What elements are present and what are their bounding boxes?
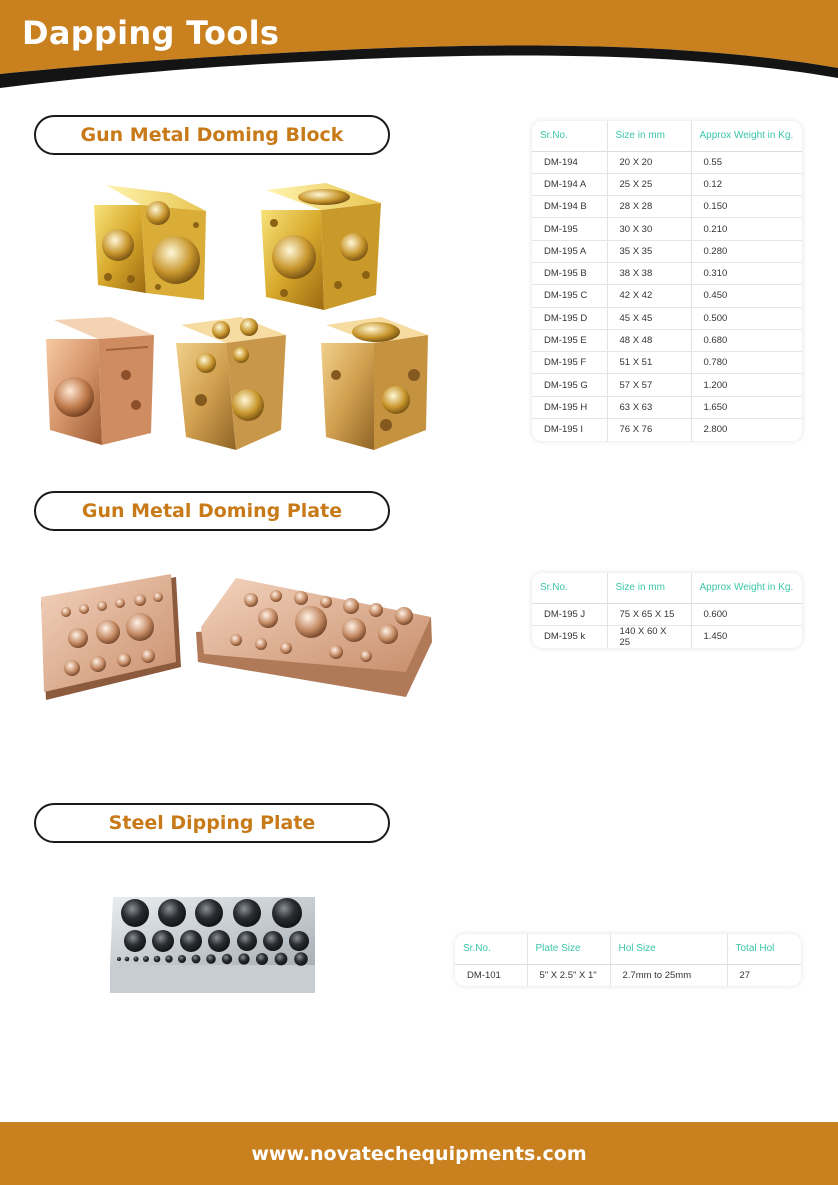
section-title-doming-plate	[34, 491, 390, 531]
page-footer	[0, 1122, 838, 1185]
doming-plate-photo	[36, 572, 436, 702]
column-header-size: Size in mm	[607, 121, 691, 151]
page-header	[0, 0, 838, 95]
cell-weight: 0.150	[691, 196, 802, 218]
table-row	[532, 173, 802, 195]
cell-weight: 0.310	[691, 262, 802, 284]
column-header-sr-no: Sr.No.	[455, 934, 527, 964]
table-row	[532, 352, 802, 374]
cell-plate-size: 5" X 2.5" X 1"	[527, 964, 610, 986]
cell-sr-no: DM-195 I	[532, 419, 607, 441]
table-row	[532, 307, 802, 329]
table-row	[532, 329, 802, 351]
cell-sr-no: DM-195 A	[532, 240, 607, 262]
cell-sr-no: DM-194	[532, 151, 607, 173]
cell-sr-no: DM-101	[455, 964, 527, 986]
column-header-size: Size in mm	[607, 573, 691, 603]
cell-weight: 0.210	[691, 218, 802, 240]
table-row	[532, 625, 802, 648]
cell-weight: 1.650	[691, 396, 802, 418]
cell-weight: 0.500	[691, 307, 802, 329]
cell-size: 38 X 38	[607, 262, 691, 284]
cell-sr-no: DM-195	[532, 218, 607, 240]
column-header-sr-no: Sr.No.	[532, 573, 607, 603]
section-title-text: Gun Metal Doming Block	[80, 124, 344, 146]
cell-size: 76 X 76	[607, 419, 691, 441]
section-title-text: Gun Metal Doming Plate	[81, 500, 343, 522]
cell-sr-no: DM-195 B	[532, 262, 607, 284]
cell-sr-no: DM-194 B	[532, 196, 607, 218]
cell-sr-no: DM-195 G	[532, 374, 607, 396]
cell-sr-no: DM-195 D	[532, 307, 607, 329]
cell-size: 20 X 20	[607, 151, 691, 173]
cell-weight: 0.280	[691, 240, 802, 262]
cell-weight: 0.600	[691, 603, 802, 625]
cell-size: 28 X 28	[607, 196, 691, 218]
cell-sr-no: DM-195 J	[532, 603, 607, 625]
cell-size: 42 X 42	[607, 285, 691, 307]
section-title-text: Steel Dipping Plate	[108, 812, 316, 834]
doming-plate-table	[532, 573, 802, 648]
cell-sr-no: DM-195 k	[532, 625, 607, 648]
table-row	[532, 396, 802, 418]
cell-size: 75 X 65 X 15	[607, 603, 691, 625]
table-row	[532, 285, 802, 307]
doming-block-photo	[36, 175, 446, 460]
cell-weight: 1.450	[703, 631, 728, 643]
table-row	[532, 262, 802, 284]
table-row	[532, 603, 802, 625]
column-header-weight: Approx Weight in Kg.	[691, 121, 802, 151]
section-title-doming-block	[34, 115, 390, 155]
table-row	[532, 218, 802, 240]
cell-weight: 0.12	[691, 173, 802, 195]
steel-plate-table	[455, 934, 801, 986]
table-row	[455, 964, 801, 986]
cell-size: 25 X 25	[607, 173, 691, 195]
cell-sr-no: DM-195 C	[532, 285, 607, 307]
column-header-total-hol: Total Hol	[727, 934, 801, 964]
cell-total-hol: 27	[739, 969, 751, 981]
section-title-steel-plate	[34, 803, 390, 843]
page-title: Dapping Tools	[22, 14, 280, 52]
column-header-sr-no: Sr.No.	[532, 121, 607, 151]
cell-weight: 0.55	[691, 151, 802, 173]
cell-sr-no: DM-195 E	[532, 329, 607, 351]
doming-block-table	[532, 121, 802, 441]
cell-weight: 0.450	[691, 285, 802, 307]
cell-size: 51 X 51	[607, 352, 691, 374]
table-row	[532, 419, 802, 441]
steel-plate-photo	[105, 893, 320, 995]
column-header-weight: Approx Weight in Kg.	[691, 573, 802, 603]
cell-size: 30 X 30	[607, 218, 691, 240]
table-row	[532, 151, 802, 173]
cell-weight: 1.200	[691, 374, 802, 396]
column-header-hol-size: Hol Size	[610, 934, 727, 964]
cell-sr-no: DM-195 F	[532, 352, 607, 374]
cell-hol-size: 2.7mm to 25mm	[610, 964, 727, 986]
table-row	[532, 374, 802, 396]
table-row	[532, 240, 802, 262]
cell-weight: 0.680	[691, 329, 802, 351]
cell-size: 45 X 45	[607, 307, 691, 329]
cell-size: 35 X 35	[607, 240, 691, 262]
column-header-plate-size: Plate Size	[527, 934, 610, 964]
cell-weight: 2.800	[703, 424, 728, 436]
cell-size: 63 X 63	[607, 396, 691, 418]
cell-sr-no: DM-195 H	[532, 396, 607, 418]
cell-size: 140 X 60 X 25	[607, 625, 691, 648]
cell-size: 48 X 48	[607, 329, 691, 351]
cell-sr-no: DM-194 A	[532, 173, 607, 195]
cell-size: 57 X 57	[607, 374, 691, 396]
website-url[interactable]: www.novatechequipments.com	[251, 1142, 587, 1165]
table-row	[532, 196, 802, 218]
cell-weight: 0.780	[691, 352, 802, 374]
